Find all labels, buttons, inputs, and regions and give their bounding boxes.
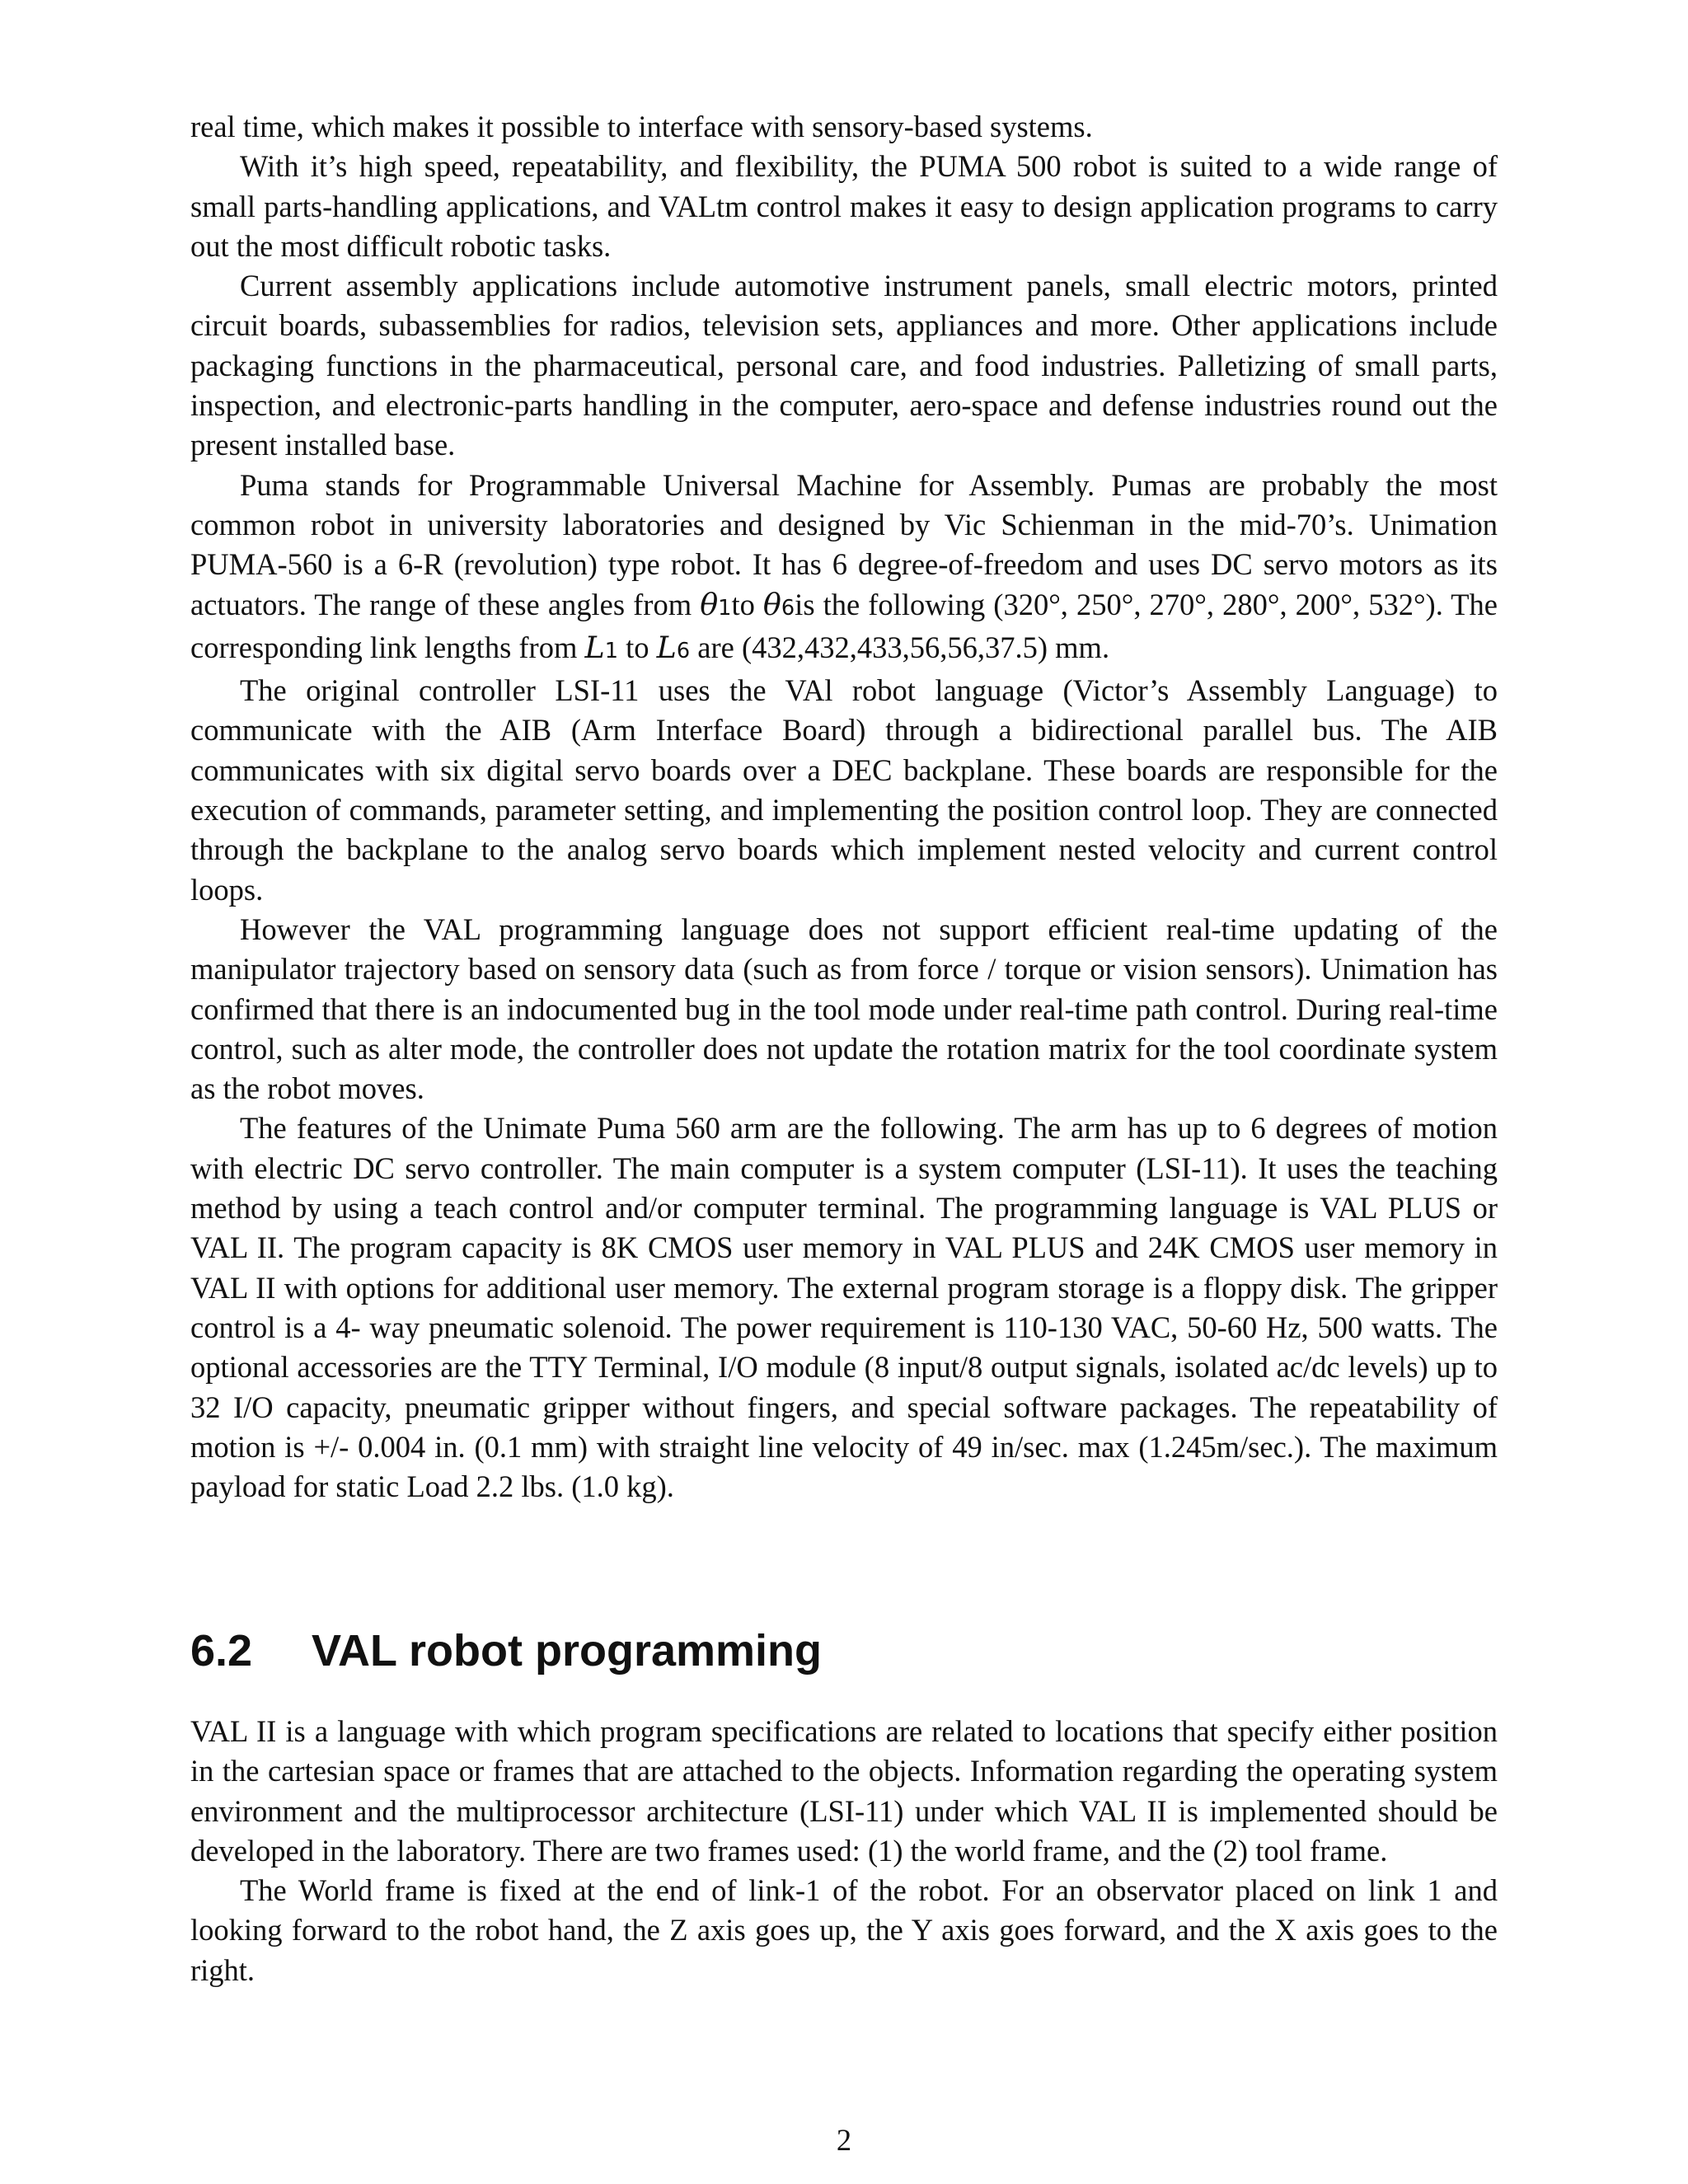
theta-1-symbol: θ1 [700,586,732,622]
theta-6-symbol: θ6 [762,586,795,622]
section-title: VAL robot programming [312,1626,822,1675]
section-number: 6.2 [190,1626,253,1675]
paragraph-val-limitations: However the VAL programming language does not support efficient real-time updating of the manipulator trajectory based on sensory data (such as from force / torque or vision sensors). Unimation has confirmed that there is an indocumented bug in the tool mode under real-time path control. During real-time control, such as alter mode, the controller does not update the rotation matrix for the tool coordinate system as the robot moves. [190,912,1498,1106]
body-text-top [190,107,1498,1507]
body-text-bottom [190,1712,1498,1990]
paragraph-continuation: real time, which makes it possible to interface with sensory-based systems. [190,110,1093,143]
puma-text-2: to [731,587,763,621]
link-6-symbol: L6 [656,629,691,665]
puma-text-3: is the following (320°, 250°, 270°, 280°, 200°, 532°). The corresponding link lengths from [190,587,1498,664]
puma-text-1: Puma stands for Programmable Universal Machine for Assembly. Pumas are probably the most common robot in university laboratories and designed by Vic Schienman in the mid-70’s. Unimation PUMA-560 is a 6-R (revolution) type robot. It has 6 degree-of-freedom and uses DC servo motors as its actuators. The range of these angles from [190,467,1498,621]
paragraph-features: The features of the Unimate Puma 560 arm are the following. The arm has up to 6 degrees of motion with electric DC servo controller. The main computer is a system computer (LSI-11). It uses the teaching method by using a teach control and/or computer terminal. The programming language is VAL PLUS or VAL II. The program capacity is 8K CMOS user memory in VAL PLUS and 24K CMOS user memory in VAL II with options for additional user memory. The external program storage is a floppy disk. The gripper control is a 4- way pneumatic solenoid. The power requirement is 110-130 VAC, 50-60 Hz, 500 watts. The optional accessories are the TTY Terminal, I/O module (8 input/8 output signals, isolated ac/dc levels) up to 32 I/O capacity, pneumatic gripper without fingers, and special software packages. The repeatability of motion is +/- 0.004 in. (0.1 mm) with straight line velocity of 49 in/sec. max (1.245m/sec.). The maximum payload for static Load 2.2 lbs. (1.0 kg). [190,1111,1498,1504]
section-heading [190,1622,1498,1680]
paragraph-applications: Current assembly applications include automotive instrument panels, small electric motors, printed circuit boards, subassemblies for radios, television sets, appliances and more. Other applications include packaging functions in the pharmaceutical, personal care, and food industries. Palletizing of small parts, inspection, and electronic-parts handling in the computer, aero-space and defense industries round out the present installed base. [190,269,1498,462]
paragraph-world-frame: The World frame is fixed at the end of link-1 of the robot. For an observator placed on link 1 and looking forward to the robot hand, the Z axis goes up, the Y axis goes forward, and the X axis goes to the right. [190,1873,1498,1987]
paragraph-controller: The original controller LSI-11 uses the VAl robot language (Victor’s Assembly Language) to communicate with the AIB (Arm Interface Board) through a bidirectional parallel bus. The AIB communicates with six digital servo boards over a DEC backplane. These boards are responsible for the execution of commands, parameter setting, and implementing the position control loop. They are connected through the backplane to the analog servo boards which implement nested velocity and current control loops. [190,673,1498,907]
paragraph-puma-500: With it’s high speed, repeatability, and flexibility, the PUMA 500 robot is suited to a wide range of small parts-handling applications, and VALtm control makes it easy to design application programs to carry out the most difficult robotic tasks. [190,149,1498,263]
paragraph-puma-560 [190,466,1498,671]
paragraph-val-ii: VAL II is a language with which program specifications are related to locations that specify either position in the cartesian space or frames that are attached to the objects. Information regarding the operating system environment and the multiprocessor architecture (LSI-11) under which VAL II is implemented should be developed in the laboratory. There are two frames used: (1) the world frame, and the (2) tool frame. [190,1714,1498,1868]
page-number: 2 [836,2123,852,2157]
link-1-symbol: L1 [584,629,618,665]
puma-text-5: are (432,432,433,56,56,37.5) mm. [690,630,1110,664]
puma-text-4: to [618,630,657,664]
